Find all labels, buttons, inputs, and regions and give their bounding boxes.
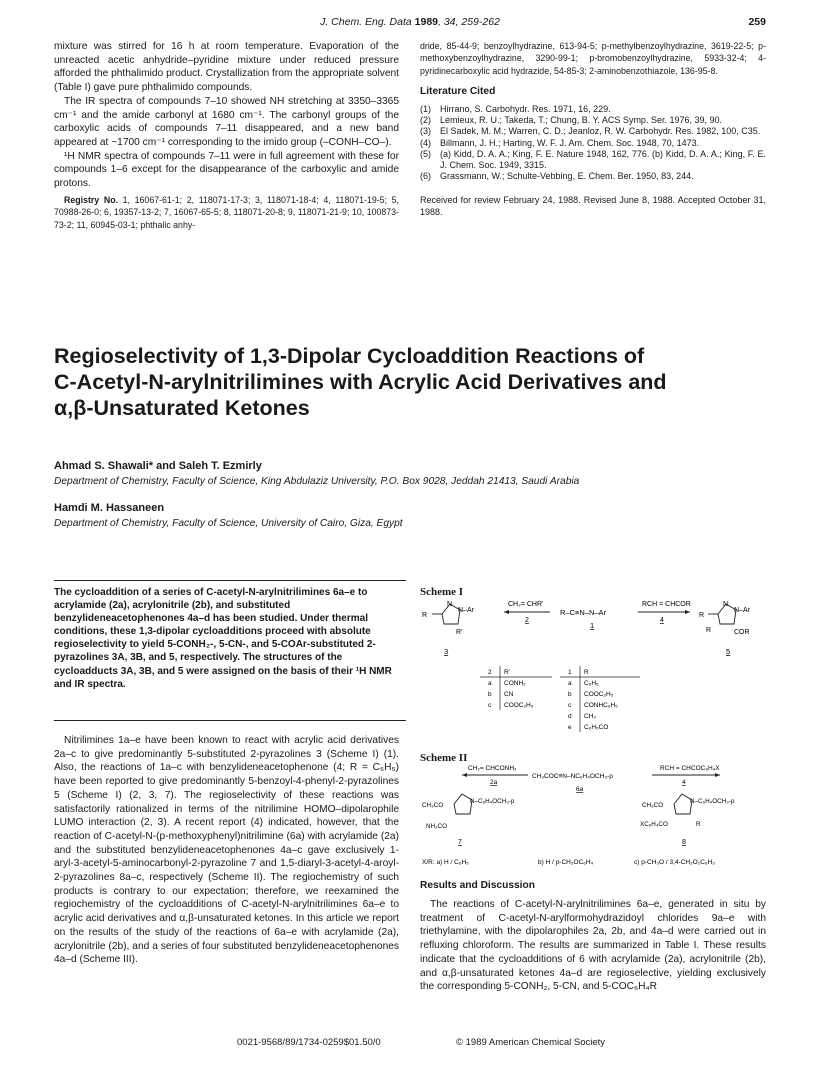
reference-number: (1) (420, 103, 431, 114)
table-cell: a (488, 680, 492, 687)
arrow-head (462, 773, 467, 777)
table-header: R' (504, 669, 510, 676)
registry-label: Registry No. (64, 194, 119, 205)
paragraph: The IR spectra of compounds 7–10 showed NH stretching at 3350–3365 cm⁻¹ and the amide carbonyl at 1680 cm⁻¹. The carbonyl groups of the carboxylic acids of compounds 7–11 disappeared, and a new band appeared at ~1700 cm⁻¹ corresponding to the imido group (–CONH–CO–). (54, 95, 399, 148)
scheme-2-legend-a: X/R: a) H / C₆H₅ (422, 859, 469, 866)
reference-item (420, 115, 766, 126)
authors-secondary: Hamdi M. Hassaneen (54, 502, 165, 514)
affiliation-secondary: Department of Chemistry, Faculty of Science, University of Cairo, Giza, Egypt (54, 518, 403, 529)
table-cell: d (568, 713, 572, 720)
reference-number: (3) (420, 126, 431, 137)
results-heading: Results and Discussion (420, 880, 535, 891)
affiliation-primary: Department of Chemistry, Faculty of Science, King Abdulaziz University, P.O. Box 9028, Jeddah 21413, Saudi Arabia (54, 476, 580, 487)
title-line: α,β-Unsaturated Ketones (54, 396, 310, 420)
ring-atom-n-ar: N–Ar (734, 607, 750, 614)
substituent-r: R (706, 627, 712, 634)
reference-text: Hirrano, S. Carbohydr. Res. 1971, 16, 229. (440, 103, 611, 114)
reagent-2-number: 2 (525, 617, 529, 624)
table-cell: COOC₂H₅ (584, 691, 614, 698)
scheme-1-figure (420, 596, 766, 746)
scheme-2-legend-c: c) p-CH₃O / 3,4-CH₂O₂C₆H₃ (634, 859, 715, 866)
received-note: Received for review February 24, 1988. Revised June 8, 1988. Accepted October 31, 1988. (420, 195, 766, 217)
table-cell: COOC₂H₅ (504, 702, 534, 709)
ring-atom-n-ar: N–Ar (458, 607, 474, 614)
reference-number: (2) (420, 115, 431, 126)
compound-number-6a: 6a (576, 786, 584, 793)
table-header: 2 (488, 669, 492, 676)
registry-numbers (54, 194, 399, 231)
table-cell: e (568, 724, 572, 731)
journal-year: 1989 (414, 16, 438, 28)
table-cell: b (568, 691, 572, 698)
substituent-aroyl: XC₆H₄CO (640, 821, 668, 828)
journal-vol-pages: , 34, 259-262 (438, 16, 500, 28)
reference-list (420, 104, 766, 182)
abstract-top-rule (54, 580, 406, 581)
ring-n-aryl: N–C₆H₄OCH₃-p (470, 798, 515, 805)
table-cell: C₆H₅ (584, 680, 599, 687)
introduction (54, 734, 399, 967)
pyrazoline-3-structure (422, 601, 475, 656)
substituent-table-1 (560, 666, 640, 732)
reference-item (420, 149, 766, 171)
paragraph: ¹H NMR spectra of compounds 7–11 were in full agreement with these for compounds 1–6 except for the disappearance of the carboxylic and amide protons. (54, 150, 399, 190)
compound-number-3: 3 (444, 647, 449, 656)
arrow-head (715, 773, 720, 777)
table-header: R (584, 669, 589, 676)
paragraph: mixture was stirred for 16 h at room temperature. Evaporation of the unreacted acetic anhydride–pyridine mixture under reduced pressure afforded the phthalimido product. Crystallization from the appropriate solvent (Table I) gave pure phthalimido compounds. (54, 41, 399, 94)
arrow-head (504, 610, 509, 614)
reagent-4-formula: RCH = CHCOC₆H₄X (660, 765, 720, 772)
copyright: © 1989 American Chemical Society (456, 1037, 606, 1048)
reference-text: (a) Kidd, D. A. A.; King, F. E. Nature 1948, 162, 776. (b) Kidd, D. A. A.; King, F. E. J. Chem. Soc. 1949, 3315. (440, 148, 766, 170)
compound-number-5: 5 (726, 647, 731, 656)
title-line: C-Acetyl-N-arylnitrilimines with Acrylic Acid Derivatives and (54, 370, 667, 394)
substituent-carbamoyl: NH₂CO (426, 823, 447, 830)
reference-text: Lemieux, R. U.; Takeda, T.; Chung, B. Y. ACS Symp. Ser. 1976, 39, 90. (440, 115, 722, 126)
ring-atom-n: N (447, 601, 453, 608)
abstract: The cycloaddition of a series of C-acetyl-N-arylnitrilimines 6a–e to acrylamide (2a), acrylonitrile (2b), and substituted benzylideneacetophenones 4a–d has been studied. Under thermal conditions, these 1,3-dipolar cycloadditions proceed with absolute regioselectivity to yield 5-CONH₂-, 5-CN-, and 5-COAr-substituted 2-pyrazolines 3A, 3B, and 5, respectively. The structures of the cycloadducts 3A, 3B, and 5 were assigned on the basis of their ¹H NMR and IR spectra. (54, 587, 392, 690)
reference-number: (6) (420, 171, 431, 182)
paragraph: The reactions of C-acetyl-N-arylnitrilimines 6a–e, generated in situ by treatment of C-acetyl-N-arylformohydrazidoyl chlorides 9a–e with triethylamine, with the dipolarophiles 2a, 2b, and 4a–d were carried out in refluxing chloroform. The results are summarized in Table I. These results indicate that the cycloadditions of 6 with acrylamide (2a), acrylonitrile (2b), and α,β-unsaturated ketones 4a–d are regioselective, yielding exclusively the corresponding 5-CONH₂, 5-CN, and 5-COC₆H₄R (420, 899, 766, 993)
reagent-2a-formula: CH₂= CHCONH₂ (468, 765, 517, 772)
reference-text: Grassmann, W.; Schulte-Vebbing, E. Chem. Ber. 1950, 83, 244. (440, 171, 694, 182)
substituent-r: R (699, 612, 705, 619)
scheme-2-legend-b: b) H / p-CH₃OC₆H₄ (538, 859, 594, 866)
reagent-4-number: 4 (660, 617, 664, 624)
table-header: 1 (568, 669, 572, 676)
article-title (54, 343, 766, 421)
previous-article-left (54, 40, 399, 231)
nitrilimine-6a: CH₃COC≡N–NC₆H₄OCH₃-p (532, 773, 613, 780)
table-cell: C₆H₅CO (584, 724, 609, 731)
scheme-2-heading: Scheme II (420, 752, 468, 764)
reference-number: (5) (420, 148, 431, 159)
literature-cited-heading: Literature Cited (420, 86, 496, 98)
reference-item (420, 138, 766, 149)
authors-primary: Ahmad S. Shawali* and Saleh T. Ezmirly (54, 460, 262, 472)
table-cell: c (488, 702, 492, 709)
reference-text: El Sadek, M. M.; Warren, C. D.; Jeanloz, R. W. Carbohydr. Res. 1982, 100, C35. (440, 126, 761, 137)
table-cell: CH₃ (584, 713, 597, 720)
substituent-r: R (696, 821, 701, 828)
abstract-bottom-rule (54, 720, 406, 721)
substituent-acetyl: CH₃CO (642, 802, 664, 809)
reference-item (420, 171, 766, 182)
substituent-table-2 (480, 666, 552, 710)
title-line: Regioselectivity of 1,3-Dipolar Cycloaddition Reactions of (54, 344, 645, 368)
reference-number: (4) (420, 137, 431, 148)
substituent-r: R (422, 612, 428, 619)
ring-n-aryl: N–C₆H₄OCH₃-p (690, 798, 735, 805)
reagent-4-formula: RCH = CHCOR (642, 601, 691, 608)
reference-item (420, 126, 766, 137)
substituent-cor: COR (734, 629, 750, 636)
pyrazoline-5-structure (699, 601, 751, 656)
arrow-head (685, 610, 690, 614)
pyrazoline-7-structure (422, 794, 515, 846)
table-cell: b (488, 691, 492, 698)
compound-number-7: 7 (458, 839, 462, 846)
page-number: 259 (748, 16, 766, 28)
results-body (420, 898, 766, 994)
ring-atom-n: N (723, 601, 729, 608)
reference-text: Billmann, J. H.; Harting, W. F. J. Am. Chem. Soc. 1948, 70, 1473. (440, 137, 700, 148)
registry-text: 1, 16067-61-1; 2, 118071-17-3; 3, 118071-18-4; 4, 118071-19-5; 5, 70988-26-0; 6, 19357-13-2; 7, 16067-65-5; 8, 118071-20-8; 9, 118071-21-9; 10, 100873-73-2; 11, 60945-03-1; phthalic anhy- (54, 194, 399, 230)
table-cell: CONHC₆H₅ (584, 702, 618, 709)
reference-item (420, 104, 766, 115)
paragraph: Nitrilimines 1a–e have been known to react with acrylic acid derivatives 2a–c to give predominantly 5-substituted 2-pyrazolines 3 (Scheme I) (1). Also, the reactions of 1a–c with benzylideneacetophenone (4; R = C₆H₅) have been reported to give predominantly 5-benzoyl-4-phenyl-2-pyrazolines 5 (Scheme I) (2, 3, 7). The regioselectivity of these reactions was satisfactorily rationalized in terms of the nitrilimine HOMO–dipolarophile LUMO interaction (2, 3). A recent report (4) indicated, however, that the reaction of C-acetyl-N-(p-methoxyphenyl)nitrilimine (6a) with acrylamide (2a) and the substituted benzylideneacetophenones 4a–c gave exclusively 1-aryl-3-acetyl-5-aminocarbonyl-2-pyrazoline 7 and 1,5-diaryl-3-acetyl-4-aroyl-2-pyrazolines 8a–c, respectively (Scheme II). The regiochemistry of such products is contrary to our expectation; therefore, we reexamined the regiochemistry of the cycloadditions of C-acetyl-N-arylnitrilimines 6a–e to acrylic acid derivatives and α,β-unsaturated ketones. In this article we report on the results of the study of the reactions of 6a–e with acrylamide (2a), acrylonitrile (2b), and a series of four substituted benzylideneacetophenones 4a–d (Scheme III). (54, 735, 399, 966)
table-cell: c (568, 702, 572, 709)
table-cell: a (568, 680, 572, 687)
compound-number-8: 8 (682, 839, 686, 846)
reagent-4-number: 4 (682, 779, 686, 786)
scheme-2-figure (420, 760, 766, 870)
nitrilimine-1: R–C≡N–N–Ar (560, 608, 607, 617)
journal-code: 0021-9568/89/1734-0259$01.50/0 (237, 1037, 381, 1048)
reagent-2-formula: CH₂= CHR' (508, 601, 544, 608)
reagent-2a-number: 2a (490, 779, 498, 786)
substituent-r-prime: R' (456, 629, 463, 636)
pyrazoline-8-structure (640, 794, 735, 846)
table-cell: CONH₂ (504, 680, 526, 687)
substituent-acetyl: CH₃CO (422, 802, 444, 809)
previous-article-right (420, 40, 766, 218)
scheme-1-heading: Scheme I (420, 586, 464, 598)
compound-number-1: 1 (590, 621, 595, 630)
registry-continued: dride, 85-44-9; benzoylhydrazine, 613-94-5; p-methylbenzoylhydrazine, 3619-22-5; p-methoxybenzoylhydrazine, 3290-99-1; p-bromobenzoylhydrazine, 5933-32-4; 4-pyridinecarboxylic acid hydrazide, 54-85-3; 2-aminobenzothiazole, 136-95-8. (420, 41, 766, 76)
journal-citation: J. Chem. Eng. Data 1989, 34, 259-262 (320, 16, 500, 28)
table-cell: CN (504, 691, 514, 698)
